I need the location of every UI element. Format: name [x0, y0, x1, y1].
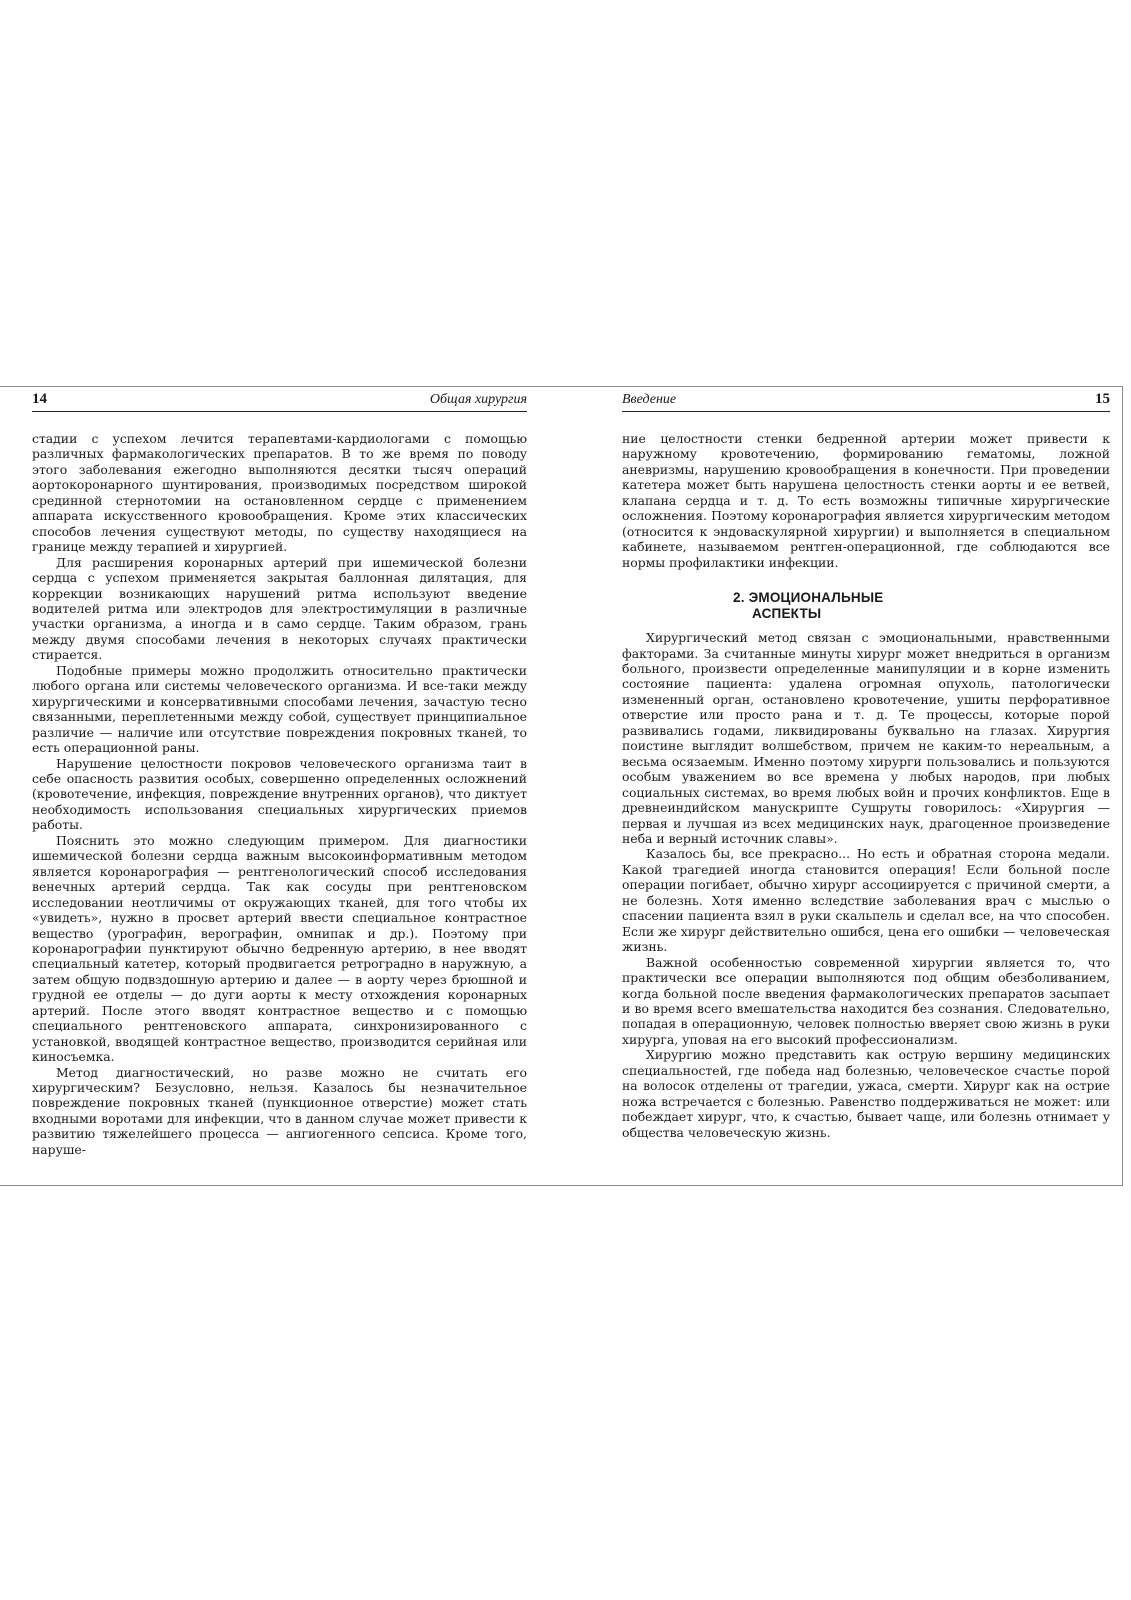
page-number: 15: [1095, 391, 1110, 407]
running-head-left: [32, 391, 527, 412]
left-page-body: [32, 431, 527, 1157]
paragraph: Пояснить это можно следующим примером. Для диагностики ишемической болезни сердца важным высокоинформативным методом является коронарография — рентгенологический способ исследования венечных артерий сердца. Так как сосуды при рентгеновском исследовании неотличимы от окружающих тканей, для того чтобы их «увидеть», нужно в просвет артерий ввести специальное контрастное вещество (урографин, верографин, омнипак и др.). Поэтому при коронарографии пунктируют обычно бедренную артерию, в нее вводят специальный катетер, который продвигается ретроградно в наружную, а затем общую подвздошную артерию и далее — в аорту через брюшной и грудной ее отделы — до дуги аорты к месту отхождения коронарных артерий. После этого вводят контрастное вещество и с помощью специального рентгеновского аппарата, синхронизированного с установкой, вводящей контрастное вещество, производится серийная или киносъемка.: [32, 832, 527, 1065]
paragraph: Метод диагностический, но разве можно не считать его хирургическим? Безусловно, нельзя. Казалось бы незначительное повреждение покровных тканей (пункционное отверстие) может стать входными воротами для инфекции, что в данном случае может привести к развитию тяжелейшего процесса — ангиогенного сепсиса. Кроме того, наруше-: [32, 1064, 527, 1157]
right-page: [622, 387, 1110, 1185]
paragraph: Для расширения коронарных артерий при ишемической болезни сердца с успехом применяется закрытая баллонная дилятация, для коррекции возникающих нарушений ритма используют введение водителей ритма или электродов для электростимуляции в различные участки организма, а иногда и в само сердце. Таким образом, грань между двумя способами лечения в некоторых случаях практически стирается.: [32, 554, 527, 663]
paragraph: Важной особенностью современной хирургии является то, что практически все операции выполняются под общим обезболиванием, когда больной после введения фармакологических препаратов засыпает и во время всего вмешательства находится без сознания. Следовательно, попадая в операционную, человек полностью вверяет свою жизнь в руки хирурга, уповая на его высокий профессионализм.: [622, 954, 1110, 1047]
paragraph: стадии с успехом лечится терапевтами-кардиологами с помощью различных фармакологических препаратов. В то же время по поводу этого заболевания ежегодно выполняются десятки тысяч операций аортокоронарного шунтирования, производимых посредством широкой срединной стернотомии на остановленном сердце с применением аппарата искусственного кровообращения. Кроме этих классических способов лечения существуют методы, по существу находящиеся на границе между терапией и хирургией.: [32, 431, 527, 555]
running-title: Общая хирургия: [429, 392, 527, 407]
left-page: [32, 387, 527, 1185]
section-heading: [733, 590, 1110, 622]
running-head-right: [622, 391, 1110, 412]
paragraph: Нарушение целостности покровов человеческого организма таит в себе опасность развития особых, совершенно определенных осложнений (кровотечение, инфекция, повреждение внутренних органов), что диктует необходимость использования специальных хирургических приемов работы.: [32, 755, 527, 833]
right-page-body: [622, 431, 1110, 1140]
paragraph: Казалось бы, все прекрасно... Но есть и обратная сторона медали. Какой трагедией иногда становится операция! Если больной после операции погибает, обычно хирург ассоциируется с причиной смерти, а не болезнь. Хотя именно вследствие заболевания врач с мыслью о спасении пациента взял в руки скальпель и сделал все, на что способен. Если же хирург действительно ошибся, цена его ошибки — человеческая жизнь.: [622, 846, 1110, 955]
running-title: Введение: [622, 392, 677, 407]
book-spread: [0, 386, 1123, 1186]
section-heading-line: 2. ЭМОЦИОНАЛЬНЫЕ: [733, 590, 884, 606]
section-heading-line: АСПЕКТЫ: [752, 606, 822, 622]
paragraph: Хирургию можно представить как острую вершину медицинских специальностей, где победа над болезнью, человеческое счастье порой на волосок отделены от трагедии, ужаса, смерти. Хирург как на острие ножа встречается с болезнью. Равенство поддерживаться не может: или побеждает хирург, что, к счастью, бывает чаще, или болезнь отнимает у общества человеческую жизнь.: [622, 1047, 1110, 1140]
paragraph: Подобные примеры можно продолжить относительно практически любого органа или системы человеческого организма. И все-таки между хирургическими и консервативными способами лечения, зачастую тесно связанными, переплетенными между собой, существует принципиальное различие — наличие или отсутствие повреждения покровных тканей, то есть операционной раны.: [32, 662, 527, 756]
paragraph: ние целостности стенки бедренной артерии может привести к наружному кровотечению, формированию гематомы, ложной аневризмы, нарушению кровообращения в конечности. При проведении катетера может быть нарушена целостность стенки аорты и ее ветвей, клапана сердца и т. д. То есть возможны типичные хирургические осложнения. Поэтому коронарография является хирургическим методом (относится к эндоваскулярной хирургии) и выполняется в специальном кабинете, называемом рентген-операционной, где соблюдаются все нормы профилактики инфекции.: [622, 431, 1110, 570]
page-number: 14: [32, 391, 47, 407]
paragraph: Хирургический метод связан с эмоциональными, нравственными факторами. За считанные минуты хирург может внедриться в организм больного, произвести определенные манипуляции и в корне изменить состояние пациента: удалена огромная опухоль, патологически измененный орган, остановлено кровотечение, ушиты перфоративное отверстие или просто рана и т. д. Те процессы, которые порой развивались годами, ликвидированы буквально на глазах. Хирургия поистине выглядит волшебством, причем не каким-то нереальным, а весьма осязаемым. Именно поэтому хирурги пользовались и пользуются особым уважением во все времена у любых народов, при любых социальных системах, во время любых войн и прочих конфликтов. Еще в древнеиндийском манускрипте Сушруты говорилось: «Хирургия — первая и лучшая из всех медицинских наук, драгоценное произведение неба и верный источник славы».: [622, 630, 1110, 846]
